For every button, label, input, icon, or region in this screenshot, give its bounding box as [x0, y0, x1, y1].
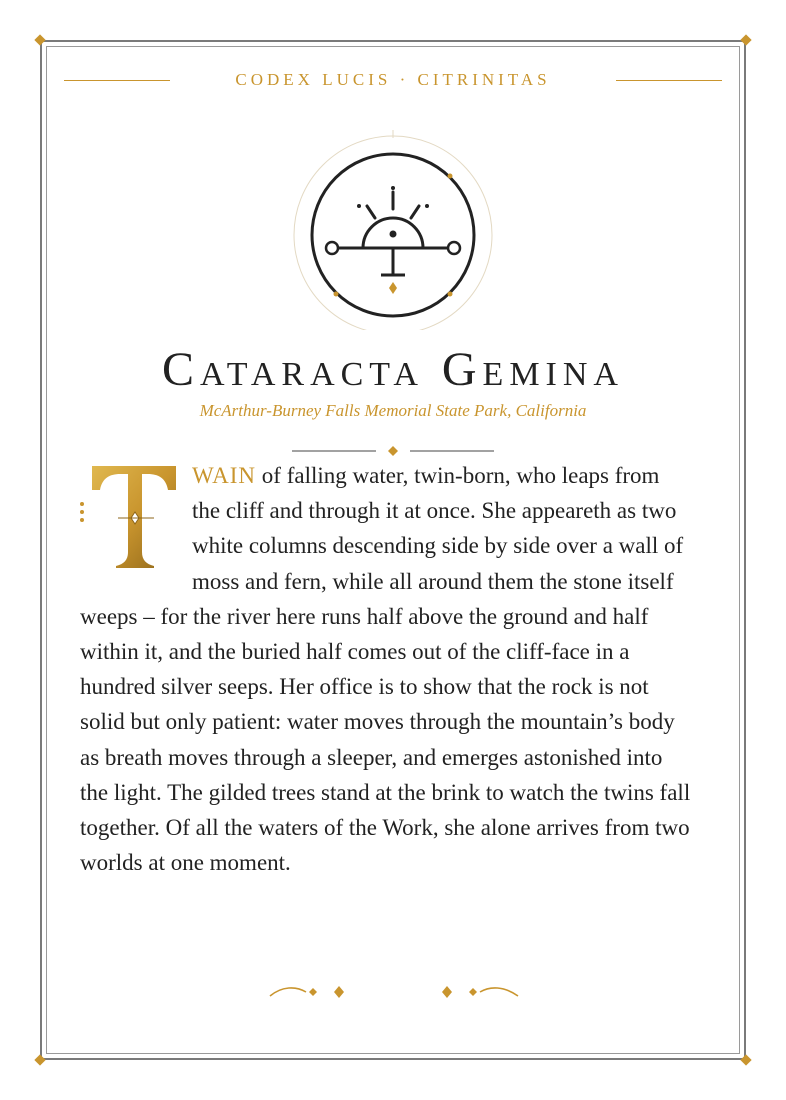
body-paragraph: of falling water, twin-born, who leaps from the cliff and through it at once. She appeareth as two white columns descending side by side over a wall of moss and fern, while all around them the stone itself weeps – for the river here runs half above the ground and half within it, and the buried half comes out of the cliff-face in a hundred silver seeps. Her office is to show that the rock is not solid but only patient: water moves through the mountain’s body as breath moves through a sleeper, and emerges astonished into the light. The gilded trees stand at the brink to watch the twins fall together. Of all the waters of the Work, she alone arrives from two worlds at one moment.: [80, 463, 691, 876]
page-title: Cataracta Gemina: [161, 343, 624, 396]
header-title: CODEX LUCIS · CITRINITAS: [235, 70, 551, 89]
lead-word: WAIN: [192, 463, 257, 488]
footer-flourish-icon: [268, 978, 520, 1006]
dropcap: [78, 460, 186, 570]
location-subtitle: McArthur-Burney Falls Memorial State Park, California: [199, 401, 587, 420]
divider-diamond-icon: [290, 444, 496, 458]
dropcap-ornament-icon: [78, 460, 186, 570]
body-text: [80, 458, 692, 880]
alchemical-sun-emblem-icon: [293, 130, 493, 330]
